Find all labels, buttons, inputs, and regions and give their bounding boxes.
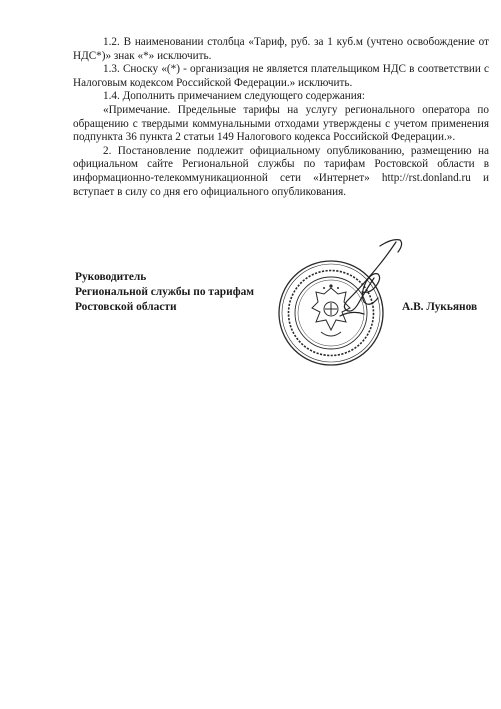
handwritten-signature-icon: [300, 232, 420, 352]
signatory-position: [75, 270, 254, 315]
paragraph-note: «Примечание. Предельные тарифы на услугу регионального оператора по обращению с твердыми коммунальными отходами утверждены с учетом применения подпункта 36 пункта 2 статьи 149 Налогового кодекса Российской Федерации.».: [73, 103, 489, 144]
paragraph-2: 2. Постановление подлежит официальному опубликованию, размещению на официальном сайте Региональной службы по тарифам Ростовской области в информационно-телекоммуникационной сети «Интернет» http://rst.donland.ru и вступает в силу со дня его официального опубликования.: [73, 144, 489, 198]
signatory-title-line-3: Ростовской области: [75, 301, 177, 313]
paragraph-1-3: 1.3. Сноску «(*) - организация не является плательщиком НДС в соответствии с Налоговым кодексом Российской Федерации.» исключить.: [73, 63, 489, 89]
signatory-name: А.В. Лукьянов: [402, 301, 478, 313]
signatory-title-line-1: Руководитель: [75, 271, 147, 283]
signatory-title-line-2: Региональной службы по тарифам: [75, 286, 255, 298]
paragraph-1-2: 1.2. В наименовании столбца «Тариф, руб. за 1 куб.м (учтено освобождение от НДС*)» знак «*» исключить.: [73, 36, 489, 62]
paragraph-1-4: 1.4. Дополнить примечанием следующего содержания:: [103, 90, 366, 103]
document-body: [73, 36, 489, 199]
